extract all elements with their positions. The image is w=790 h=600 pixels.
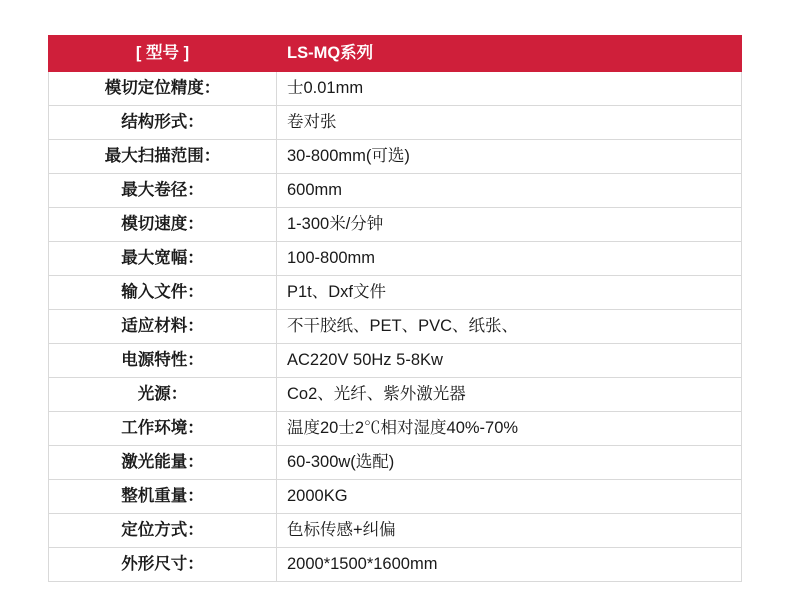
table-row: [49, 412, 742, 446]
row-value: 不干胶纸、PET、PVC、纸张、: [277, 310, 742, 344]
row-value: Co2、光纤、紫外激光器: [277, 378, 742, 412]
table-row: [49, 344, 742, 378]
row-label: 模切定位精度：: [49, 72, 277, 106]
table-row: [49, 480, 742, 514]
row-label: 输入文件：: [49, 276, 277, 310]
row-label: 最大扫描范围：: [49, 140, 277, 174]
table-row: [49, 548, 742, 582]
row-label: 模切速度：: [49, 208, 277, 242]
row-label: 适应材料：: [49, 310, 277, 344]
table-row: [49, 378, 742, 412]
specifications-table: [48, 35, 742, 582]
row-label: 定位方式：: [49, 514, 277, 548]
row-value: 2000*1500*1600mm: [277, 548, 742, 582]
table-row: [49, 174, 742, 208]
table-header-value: LS-MQ系列: [277, 36, 742, 72]
row-value: 60-300w(选配): [277, 446, 742, 480]
table-row: [49, 208, 742, 242]
table-row: [49, 106, 742, 140]
row-value: 600mm: [277, 174, 742, 208]
table-row: [49, 310, 742, 344]
row-value: 卷对张: [277, 106, 742, 140]
row-label: 光源：: [49, 378, 277, 412]
row-value: 1-300米/分钟: [277, 208, 742, 242]
row-value: 色标传感+纠偏: [277, 514, 742, 548]
row-label: 工作环境：: [49, 412, 277, 446]
table-row: [49, 72, 742, 106]
table-header-label: [ 型号 ]: [49, 36, 277, 72]
row-value: AC220V 50Hz 5-8Kw: [277, 344, 742, 378]
row-label: 激光能量：: [49, 446, 277, 480]
table-row: [49, 140, 742, 174]
row-label: 整机重量：: [49, 480, 277, 514]
row-label: 结构形式：: [49, 106, 277, 140]
row-value: 2000KG: [277, 480, 742, 514]
row-label: 电源特性：: [49, 344, 277, 378]
row-label: 最大卷径：: [49, 174, 277, 208]
table-row: [49, 514, 742, 548]
table-body: [49, 36, 742, 582]
row-value: 士0.01mm: [277, 72, 742, 106]
row-label: 外形尺寸：: [49, 548, 277, 582]
table-row: [49, 446, 742, 480]
row-label: 最大宽幅：: [49, 242, 277, 276]
row-value: 30-800mm(可选): [277, 140, 742, 174]
table-row: [49, 242, 742, 276]
row-value: 100-800mm: [277, 242, 742, 276]
table-header-row: [49, 36, 742, 72]
table-row: [49, 276, 742, 310]
row-value: P1t、Dxf文件: [277, 276, 742, 310]
row-value: 温度20士2℃相对湿度40%-70%: [277, 412, 742, 446]
